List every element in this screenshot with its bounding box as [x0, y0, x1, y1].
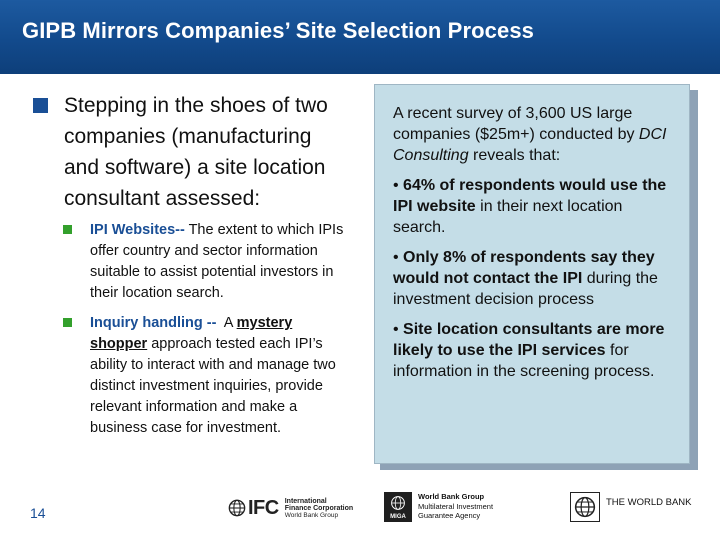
ifc-line: World Bank Group: [284, 511, 339, 519]
panel-item-text: in their next location search.: [393, 198, 623, 236]
panel-item-bold: 64% of respondents would use the IPI website: [393, 177, 667, 215]
sub-bullet-text: approach tested each IPI’s ability to interact with and manage two distinct investment inquiries, provide relevant information and make a business case for investment.: [90, 336, 336, 436]
mystery-shopper-term: mystery shopper: [90, 315, 293, 352]
ifc-line: Finance Corporation: [284, 504, 354, 512]
ifc-logo: [228, 495, 353, 521]
sub-bullet-lead: IPI Websites--: [90, 222, 185, 238]
panel-item-bold: Only 8% of respondents say they would not contact the IPI: [393, 249, 655, 287]
panel-intro-end: reveals that:: [468, 147, 561, 164]
sub-bullet-websites: [30, 220, 350, 304]
sub-bullets: [30, 220, 350, 439]
globe-icon: [390, 495, 406, 511]
ifc-wordmark: IFC: [248, 496, 279, 519]
globe-icon: [228, 499, 246, 517]
bullet-dot: •: [393, 249, 404, 266]
sub-bullet-connector: A: [216, 315, 237, 331]
main-bullet-text: Stepping in the shoes of two companies (manufacturing and software) a site location consultant assessed:: [64, 94, 328, 210]
panel-intro-italic: DCI Consulting: [393, 126, 667, 164]
miga-line: Multilateral Investment: [418, 501, 494, 511]
main-bullet: [30, 90, 350, 214]
bullet-dot: •: [393, 177, 404, 194]
miga-emblem-icon: [384, 492, 412, 522]
green-square-bullet-icon: [63, 225, 72, 234]
left-content: [30, 90, 350, 448]
panel-item: [393, 319, 673, 382]
miga-line: Guarantee Agency: [418, 511, 481, 520]
bullet-dot: •: [393, 321, 404, 338]
miga-line: World Bank Group: [418, 492, 485, 501]
globe-icon: [574, 496, 596, 518]
world-bank-emblem-icon: [570, 492, 600, 522]
sub-bullet-lead: Inquiry handling --: [90, 315, 217, 331]
title-bar: [0, 0, 720, 74]
ifc-caption: [285, 498, 353, 519]
square-bullet-icon: [33, 98, 48, 113]
sub-bullet-text: The extent to which IPIs offer country and sector information suitable to assist potential investors in their location search.: [90, 222, 344, 301]
sub-bullet-inquiry: [30, 313, 350, 439]
miga-logo: [384, 492, 493, 522]
world-bank-wordmark: THE WORLD BANK: [606, 496, 692, 508]
miga-caption: [418, 492, 493, 521]
panel-intro: [393, 103, 673, 166]
panel-item-bold: Site location consultants are more likely to use the IPI services: [393, 321, 665, 359]
panel-item: [393, 247, 673, 310]
world-bank-logo: [570, 492, 692, 522]
survey-panel: [374, 84, 690, 464]
panel-item-text: for information in the screening process.: [393, 342, 655, 380]
green-square-bullet-icon: [63, 318, 72, 327]
ifc-line: International: [284, 497, 327, 505]
slide-title: GIPB Mirrors Companies’ Site Selection Process: [22, 18, 534, 43]
miga-wordmark: MIGA: [390, 514, 406, 520]
panel-item: [393, 175, 673, 238]
panel-intro-text: A recent survey of 3,600 US large companies ($25m+) conducted by: [393, 105, 639, 143]
panel-item-text: during the investment decision process: [393, 270, 658, 308]
page-number: 14: [30, 505, 46, 521]
